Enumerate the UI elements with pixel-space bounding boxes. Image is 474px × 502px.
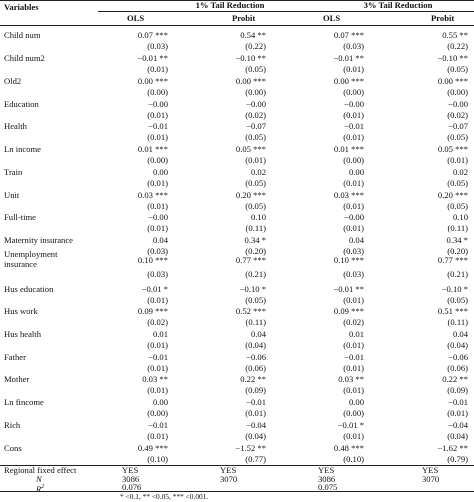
row-label: Child num2 xyxy=(4,53,45,63)
se-cell-probit-3pct: (0.00) xyxy=(447,87,468,97)
footer-cell-probit-3pct: 3070 xyxy=(422,474,440,484)
coef-cell-ols-3pct: 0.07 *** xyxy=(333,30,364,40)
se-cell-probit-1pct: (0.01) xyxy=(245,408,266,418)
se-cell-ols-3pct: (0.01) xyxy=(343,223,364,233)
coef-cell-ols-1pct: 0.10 *** xyxy=(137,255,168,265)
coef-cell-probit-1pct: −0.04 xyxy=(246,420,266,430)
coef-cell-ols-3pct: −0.01 ** xyxy=(333,284,364,294)
coef-cell-ols-3pct: 0.00 xyxy=(348,397,364,407)
coef-cell-probit-3pct: −0.06 xyxy=(448,352,468,362)
significance-note: * <0.1, ** <0.05, *** <0.001. xyxy=(120,492,209,501)
se-cell-ols-3pct: (0.01) xyxy=(343,340,364,350)
se-cell-probit-3pct: (0.02) xyxy=(447,110,468,120)
footer-label: $R^2$ xyxy=(36,483,45,494)
row-label: Child num xyxy=(4,30,41,40)
footer-cell-ols-3pct: YES xyxy=(318,465,335,475)
se-cell-ols-1pct: (0.00) xyxy=(147,87,168,97)
coef-cell-probit-3pct: −0.04 xyxy=(448,420,468,430)
row-label: Mother xyxy=(4,374,30,384)
footer-cell-ols-1pct: 0.076 xyxy=(122,482,142,492)
se-cell-ols-3pct: (0.01) xyxy=(343,363,364,373)
row-label: Hus education xyxy=(4,284,54,294)
coef-cell-ols-1pct: −0.01 ** xyxy=(137,53,168,63)
se-cell-ols-1pct: (0.01) xyxy=(147,385,168,395)
coef-cell-probit-1pct: 0.22 ** xyxy=(240,374,266,384)
col-header-ols-1: OLS xyxy=(127,13,145,23)
se-cell-ols-3pct: (0.01) xyxy=(343,385,364,395)
se-cell-ols-1pct: (0.00) xyxy=(147,408,168,418)
se-cell-probit-1pct: (0.06) xyxy=(245,363,266,373)
se-cell-ols-3pct: (0.01) xyxy=(343,64,364,74)
group-rule-3pct xyxy=(292,11,474,12)
group-rule-1pct xyxy=(98,11,292,12)
coef-cell-ols-1pct: 0.00 *** xyxy=(137,76,168,86)
se-cell-probit-1pct: (0.04) xyxy=(245,340,266,350)
se-cell-ols-1pct: (0.01) xyxy=(147,132,168,142)
se-cell-probit-1pct: (0.02) xyxy=(245,110,266,120)
row-label: Unit xyxy=(4,190,20,200)
coef-cell-probit-3pct: −0.10 * xyxy=(441,284,468,294)
se-cell-ols-3pct: (0.00) xyxy=(343,155,364,165)
coef-cell-probit-1pct: 0.02 xyxy=(250,167,266,177)
coef-cell-probit-3pct: 0.55 ** xyxy=(442,30,468,40)
coef-cell-probit-3pct: −0.01 xyxy=(448,397,468,407)
row-label: Full-time xyxy=(4,212,36,222)
se-cell-probit-3pct: (0.11) xyxy=(447,317,468,327)
coef-cell-ols-1pct: −0.01 xyxy=(148,420,168,430)
row-label: Unemployment xyxy=(4,249,58,259)
se-cell-ols-1pct: (0.01) xyxy=(147,223,168,233)
se-cell-ols-1pct: (0.01) xyxy=(147,178,168,188)
coef-cell-probit-3pct: 0.22 ** xyxy=(442,374,468,384)
se-cell-ols-3pct: (0.03) xyxy=(343,269,364,279)
se-cell-ols-1pct: (0.10) xyxy=(147,454,168,464)
row-label: insurance xyxy=(4,259,37,269)
coef-cell-probit-1pct: −0.01 xyxy=(246,397,266,407)
coef-cell-probit-1pct: 0.77 *** xyxy=(235,255,266,265)
coef-cell-ols-3pct: −0.01 xyxy=(344,352,364,362)
footer-cell-ols-3pct: 3086 xyxy=(318,474,336,484)
se-cell-probit-3pct: (0.09) xyxy=(447,385,468,395)
coef-cell-ols-1pct: 0.03 ** xyxy=(142,374,168,384)
coef-cell-probit-1pct: 0.00 *** xyxy=(235,76,266,86)
coef-cell-ols-1pct: −0.01 * xyxy=(141,284,168,294)
se-cell-ols-1pct: (0.03) xyxy=(147,246,168,256)
se-cell-probit-1pct: (0.04) xyxy=(245,431,266,441)
coef-cell-probit-1pct: 0.34 * xyxy=(244,235,266,245)
coef-cell-ols-1pct: 0.03 *** xyxy=(137,190,168,200)
row-label: Ln income xyxy=(4,144,41,154)
coef-cell-probit-3pct: −1.62 ** xyxy=(437,443,468,453)
coef-cell-ols-1pct: 0.01 *** xyxy=(137,144,168,154)
se-cell-probit-3pct: (0.05) xyxy=(447,201,468,211)
coef-cell-probit-3pct: 0.02 xyxy=(452,167,468,177)
coef-cell-probit-1pct: 0.10 xyxy=(250,212,266,222)
variables-header: Variables xyxy=(4,2,39,12)
coef-cell-ols-3pct: 0.10 *** xyxy=(333,255,364,265)
se-cell-probit-1pct: (0.05) xyxy=(245,295,266,305)
coef-cell-ols-1pct: 0.04 xyxy=(152,235,168,245)
se-cell-ols-1pct: (0.00) xyxy=(147,155,168,165)
coef-cell-ols-1pct: −0.01 xyxy=(148,121,168,131)
coef-cell-ols-1pct: 0.00 xyxy=(152,397,168,407)
se-cell-probit-1pct: (0.11) xyxy=(245,223,266,233)
footer-label: N xyxy=(36,474,42,484)
coef-cell-ols-1pct: 0.01 xyxy=(152,329,168,339)
coef-cell-ols-1pct: 0.07 *** xyxy=(137,30,168,40)
se-cell-probit-3pct: (0.05) xyxy=(447,295,468,305)
group-header-1pct: 1% Tail Reduction xyxy=(195,0,265,10)
coef-cell-probit-1pct: 0.05 *** xyxy=(235,144,266,154)
se-cell-probit-3pct: (0.11) xyxy=(447,223,468,233)
se-cell-probit-3pct: (0.05) xyxy=(447,178,468,188)
coef-cell-probit-1pct: 0.04 xyxy=(250,329,266,339)
coef-cell-probit-3pct: −0.10 ** xyxy=(437,53,468,63)
group-header-3pct: 3% Tail Reduction xyxy=(363,0,433,10)
se-cell-ols-3pct: (0.01) xyxy=(343,295,364,305)
se-cell-probit-3pct: (0.22) xyxy=(447,41,468,51)
se-cell-ols-3pct: (0.01) xyxy=(343,431,364,441)
coef-cell-probit-1pct: −0.10 * xyxy=(239,284,266,294)
coef-cell-ols-3pct: 0.03 *** xyxy=(333,190,364,200)
se-cell-ols-3pct: (0.01) xyxy=(343,178,364,188)
coef-cell-probit-3pct: −0.00 xyxy=(448,99,468,109)
coef-cell-probit-1pct: −0.00 xyxy=(246,99,266,109)
footer-cell-ols-3pct: 0.075 xyxy=(318,482,338,492)
se-cell-ols-3pct: (0.01) xyxy=(343,132,364,142)
coef-cell-ols-1pct: 0.49 *** xyxy=(137,443,168,453)
se-cell-ols-3pct: (0.00) xyxy=(343,87,364,97)
se-cell-probit-1pct: (0.22) xyxy=(245,41,266,51)
se-cell-ols-3pct: (0.02) xyxy=(343,317,364,327)
coef-cell-probit-1pct: −0.07 xyxy=(246,121,266,131)
se-cell-probit-1pct: (0.00) xyxy=(245,87,266,97)
coef-cell-ols-1pct: 0.09 *** xyxy=(137,306,168,316)
coef-cell-ols-3pct: −0.01 ** xyxy=(333,53,364,63)
se-cell-ols-1pct: (0.01) xyxy=(147,64,168,74)
se-cell-ols-3pct: (0.01) xyxy=(343,110,364,120)
se-cell-ols-1pct: (0.01) xyxy=(147,340,168,350)
se-cell-ols-1pct: (0.01) xyxy=(147,431,168,441)
row-label: Cons xyxy=(4,443,22,453)
footer-cell-probit-3pct: YES xyxy=(422,465,439,475)
footer-cell-probit-1pct: 3070 xyxy=(220,474,238,484)
footer-label: Regional fixed effect xyxy=(4,465,77,475)
coef-cell-probit-1pct: −1.52 ** xyxy=(235,443,266,453)
col-header-probit-2: Probit xyxy=(431,13,455,23)
coef-cell-probit-3pct: 0.04 xyxy=(452,329,468,339)
se-cell-probit-1pct: (0.20) xyxy=(245,246,266,256)
se-cell-ols-1pct: (0.01) xyxy=(147,295,168,305)
coef-cell-probit-1pct: 0.52 *** xyxy=(235,306,266,316)
se-cell-probit-1pct: (0.77) xyxy=(245,454,266,464)
col-header-probit-1: Probit xyxy=(232,13,256,23)
col-header-ols-2: OLS xyxy=(323,13,341,23)
coef-cell-probit-3pct: 0.34 * xyxy=(446,235,468,245)
coef-cell-probit-3pct: 0.77 *** xyxy=(437,255,468,265)
coef-cell-probit-3pct: 0.00 *** xyxy=(437,76,468,86)
coef-cell-ols-3pct: 0.01 *** xyxy=(333,144,364,154)
se-cell-ols-3pct: (0.03) xyxy=(343,41,364,51)
coef-cell-probit-3pct: −0.07 xyxy=(448,121,468,131)
footer-cell-probit-1pct: YES xyxy=(220,465,237,475)
se-cell-probit-3pct: (0.21) xyxy=(447,269,468,279)
row-label: Health xyxy=(4,121,27,131)
coef-cell-ols-3pct: −0.00 xyxy=(344,212,364,222)
coef-cell-probit-1pct: 0.54 ** xyxy=(240,30,266,40)
se-cell-ols-3pct: (0.03) xyxy=(343,246,364,256)
coef-cell-ols-3pct: −0.01 * xyxy=(337,420,364,430)
header-rule xyxy=(0,25,474,26)
coef-cell-ols-3pct: −0.00 xyxy=(344,99,364,109)
coef-cell-probit-1pct: −0.06 xyxy=(246,352,266,362)
se-cell-probit-3pct: (0.20) xyxy=(447,246,468,256)
bottom-rule xyxy=(0,491,474,492)
se-cell-probit-3pct: (0.01) xyxy=(447,155,468,165)
se-cell-probit-1pct: (0.05) xyxy=(245,201,266,211)
coef-cell-probit-3pct: 0.20 *** xyxy=(437,190,468,200)
coef-cell-ols-1pct: −0.00 xyxy=(148,212,168,222)
row-label: Hus work xyxy=(4,306,38,316)
coef-cell-ols-3pct: 0.00 xyxy=(348,167,364,177)
coef-cell-ols-1pct: −0.00 xyxy=(148,99,168,109)
se-cell-probit-1pct: (0.09) xyxy=(245,385,266,395)
coef-cell-probit-3pct: 0.51 *** xyxy=(437,306,468,316)
se-cell-ols-1pct: (0.01) xyxy=(147,201,168,211)
se-cell-probit-1pct: (0.21) xyxy=(245,269,266,279)
coef-cell-ols-3pct: 0.01 xyxy=(348,329,364,339)
se-cell-probit-1pct: (0.05) xyxy=(245,178,266,188)
row-label: Ln fincome xyxy=(4,397,44,407)
se-cell-ols-3pct: (0.01) xyxy=(343,201,364,211)
se-cell-ols-1pct: (0.03) xyxy=(147,41,168,51)
coef-cell-ols-3pct: 0.03 ** xyxy=(338,374,364,384)
se-cell-ols-1pct: (0.01) xyxy=(147,110,168,120)
footer-cell-ols-1pct: YES xyxy=(122,465,139,475)
coef-cell-ols-3pct: 0.48 *** xyxy=(333,443,364,453)
row-label: Rich xyxy=(4,420,21,430)
coef-cell-probit-3pct: 0.10 xyxy=(452,212,468,222)
se-cell-probit-3pct: (0.01) xyxy=(447,408,468,418)
coef-cell-ols-1pct: 0.00 xyxy=(152,167,168,177)
se-cell-probit-3pct: (0.04) xyxy=(447,340,468,350)
coef-cell-ols-3pct: 0.09 *** xyxy=(333,306,364,316)
se-cell-ols-3pct: (0.00) xyxy=(343,408,364,418)
se-cell-probit-3pct: (0.05) xyxy=(447,64,468,74)
se-cell-probit-3pct: (0.79) xyxy=(447,454,468,464)
coef-cell-ols-3pct: 0.00 *** xyxy=(333,76,364,86)
row-label: Father xyxy=(4,352,26,362)
row-label: Old2 xyxy=(4,76,22,86)
coef-cell-ols-1pct: −0.01 xyxy=(148,352,168,362)
se-cell-probit-3pct: (0.04) xyxy=(447,431,468,441)
se-cell-probit-1pct: (0.05) xyxy=(245,132,266,142)
se-cell-ols-1pct: (0.01) xyxy=(147,363,168,373)
se-cell-probit-1pct: (0.01) xyxy=(245,155,266,165)
se-cell-probit-3pct: (0.05) xyxy=(447,132,468,142)
coef-cell-probit-1pct: −0.10 ** xyxy=(235,53,266,63)
se-cell-ols-1pct: (0.03) xyxy=(147,269,168,279)
footer-cell-ols-1pct: 3086 xyxy=(122,474,140,484)
coef-cell-ols-3pct: 0.04 xyxy=(348,235,364,245)
se-cell-ols-3pct: (0.10) xyxy=(343,454,364,464)
se-cell-ols-1pct: (0.02) xyxy=(147,317,168,327)
row-label: Education xyxy=(4,99,39,109)
coef-cell-probit-3pct: 0.05 *** xyxy=(437,144,468,154)
se-cell-probit-1pct: (0.05) xyxy=(245,64,266,74)
row-label: Train xyxy=(4,167,23,177)
coef-cell-probit-1pct: 0.20 *** xyxy=(235,190,266,200)
se-cell-probit-1pct: (0.11) xyxy=(245,317,266,327)
coef-cell-ols-3pct: −0.01 xyxy=(344,121,364,131)
row-label: Hus health xyxy=(4,329,41,339)
se-cell-probit-3pct: (0.06) xyxy=(447,363,468,373)
row-label: Maternity insurance xyxy=(4,235,73,245)
